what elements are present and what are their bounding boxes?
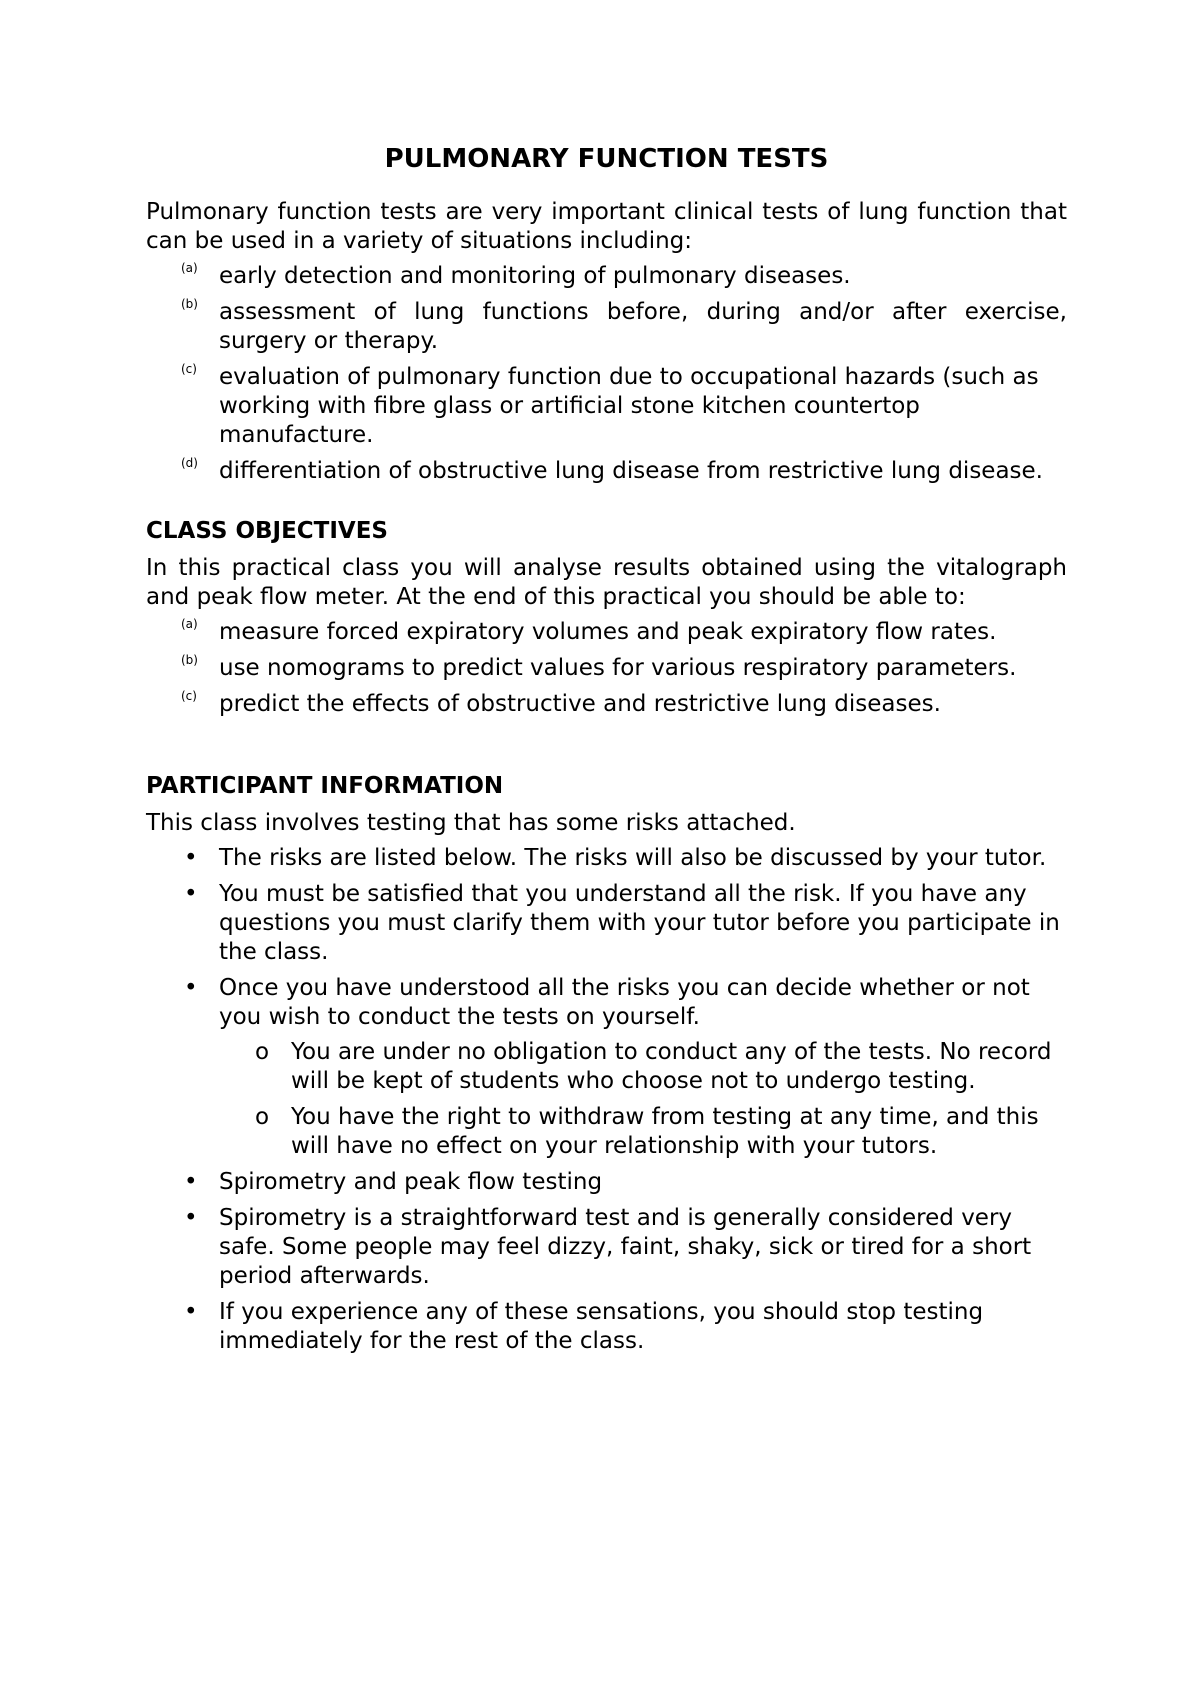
list-marker: (b)	[181, 653, 198, 667]
objectives-heading: CLASS OBJECTIVES	[146, 518, 388, 544]
sub-bullet-list	[219, 1038, 1067, 1161]
list-item-text: You are under no obligation to conduct any of the tests. No record will be kept of students who choose not to undergo testing.	[291, 1039, 1052, 1094]
list-item	[146, 262, 1067, 291]
list-marker: (c)	[181, 362, 197, 376]
intro-paragraph: Pulmonary function tests are very important clinical tests of lung function that can be used in a variety of situations including:	[146, 199, 1067, 254]
list-marker: (a)	[181, 617, 198, 631]
bullet-icon: •	[184, 881, 198, 907]
sub-list-item	[219, 1103, 1067, 1161]
list-item	[146, 457, 1067, 486]
list-item-text: If you experience any of these sensations, you should stop testing immediately for the rest of the class.	[219, 1299, 984, 1354]
list-marker: (b)	[181, 297, 198, 311]
spacer	[146, 493, 1067, 517]
participant-intro: This class involves testing that has some risks attached.	[146, 810, 796, 836]
list-marker: (c)	[181, 689, 197, 703]
sub-list-item	[219, 1038, 1067, 1096]
objectives-list	[146, 618, 1067, 719]
page-title: PULMONARY FUNCTION TESTS	[384, 144, 829, 174]
list-item-text: early detection and monitoring of pulmonary diseases.	[219, 263, 851, 289]
list-item	[146, 363, 1067, 450]
list-item-text: measure forced expiratory volumes and peak expiratory flow rates.	[219, 619, 997, 645]
list-item-text: The risks are listed below. The risks will also be discussed by your tutor.	[219, 845, 1047, 871]
hollow-bullet-icon: o	[255, 1039, 270, 1065]
hollow-bullet-icon: o	[255, 1104, 270, 1130]
list-item	[146, 618, 1067, 647]
bullet-icon: •	[184, 1169, 198, 1195]
participant-heading: PARTICIPANT INFORMATION	[146, 773, 504, 799]
list-item	[146, 298, 1067, 356]
objectives-intro: In this practical class you will analyse results obtained using the vitalograph and peak flow meter. At the end of this practical you should be able to:	[146, 555, 1067, 610]
list-item-text: assessment of lung functions before, during and/or after exercise, surgery or therapy.	[219, 299, 1067, 354]
list-marker: (a)	[181, 261, 198, 275]
bullet-icon: •	[184, 1299, 198, 1325]
list-item-text: predict the effects of obstructive and restrictive lung diseases.	[219, 691, 941, 717]
list-item	[146, 1298, 1067, 1356]
bullet-icon: •	[184, 975, 198, 1001]
list-marker: (d)	[181, 456, 198, 470]
uses-list	[146, 262, 1067, 486]
list-item-text: Once you have understood all the risks you can decide whether or not you wish to conduct the tests on yourself.	[219, 975, 1030, 1030]
participant-bullet-list	[146, 844, 1067, 1356]
list-item-text: You have the right to withdraw from testing at any time, and this will have no effect on your relationship with your tutors.	[291, 1104, 1039, 1159]
list-item	[146, 690, 1067, 719]
list-item-text: use nomograms to predict values for various respiratory parameters.	[219, 655, 1017, 681]
list-item	[146, 844, 1067, 873]
list-item-text: differentiation of obstructive lung disease from restrictive lung disease.	[219, 458, 1043, 484]
list-item	[146, 1168, 1067, 1197]
list-item-text: Spirometry is a straightforward test and is generally considered very safe. Some people may feel dizzy, faint, shaky, sick or tired for a short period afterwards.	[219, 1205, 1032, 1289]
list-item-text: You must be satisfied that you understand all the risk. If you have any questions you must clarify them with your tutor before you participate in the class.	[219, 881, 1060, 965]
bullet-icon: •	[184, 845, 198, 871]
spacer	[146, 726, 1067, 772]
list-item	[146, 1204, 1067, 1291]
list-item-text: evaluation of pulmonary function due to occupational hazards (such as working with fibre glass or artificial stone kitchen countertop manufacture.	[219, 364, 1039, 448]
list-item-text: Spirometry and peak flow testing	[219, 1169, 603, 1195]
list-item	[146, 654, 1067, 683]
list-item	[146, 974, 1067, 1161]
bullet-icon: •	[184, 1205, 198, 1231]
list-item	[146, 880, 1067, 967]
